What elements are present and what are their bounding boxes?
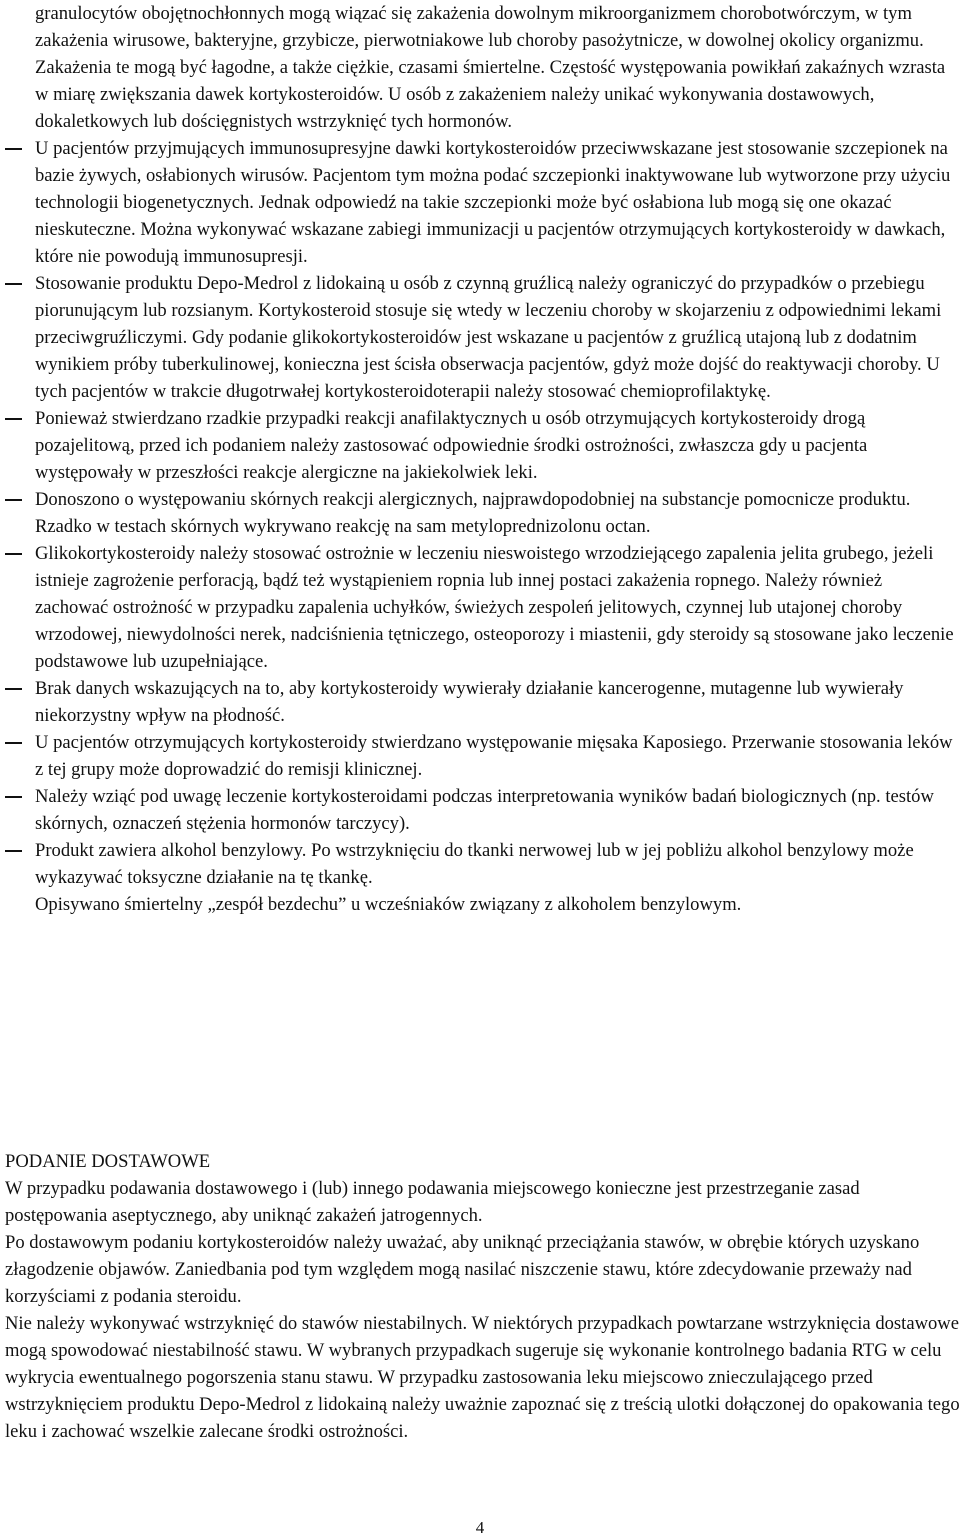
- page-number: 4: [475, 1518, 485, 1537]
- list-item-text: Glikokortykosteroidy należy stosować ostrożnie w leczeniu nieswoistego wrzodziejącego zapalenia jelita grubego, jeżeli istnieje zagrożenie perforacją, bądź też wystąpieniem ropnia lub innej postaci zakażenia ropnego. Należy również zachować ostrożność w przypadku zapalenia uchyłków, świeżych zespoleń jelitowych, czynnej lub utajonej choroby wrzodowej, niewydolności nerek, nadciśnienia tętniczego, osteoporozy i miastenii, gdy steroidy są stosowane jako leczenie podstawowe lub uzupełniające.: [35, 543, 954, 672]
- list-item-text: Opisywano śmiertelny „zespół bezdechu” u wcześniaków związany z alkoholem benzylowym.: [35, 894, 742, 915]
- list-item: [0, 837, 960, 891]
- list-item-text: U pacjentów przyjmujących immunosupresyjne dawki kortykosteroidów przeciwwskazane jest stosowanie szczepionek na bazie żywych, osłabionych wirusów. Pacjentom tym można podać szczepionki inaktywowane lub wytworzone przy użyciu technologii biogenetycznych. Jednak odpowiedź na takie szczepionki może być osłabiona lub mogą się one okazać nieskuteczne. Można wykonywać wskazane zabiegi immunizacji u pacjentów otrzymujących kortykosteroidy w dawkach, które nie powodują immunosupresji.: [35, 138, 951, 267]
- list-item-text: Brak danych wskazujących na to, aby kortykosteroidy wywierały działanie kancerogenne, mutagenne lub wywierały niekorzystny wpływ na płodność.: [35, 678, 904, 726]
- list-item: [0, 891, 960, 918]
- list-item: [0, 486, 960, 540]
- list-item: [0, 0, 960, 135]
- section-paragraph: Nie należy wykonywać wstrzyknięć do stawów niestabilnych. W niektórych przypadkach powtarzane wstrzyknięcia dostawowe mogą spowodować niestabilność stawu. W wybranych przypadkach sugeruje się wykonanie kontrolnego badania RTG w celu wykrycia ewentualnego pogorszenia stanu stawu. W przypadku zastosowania leku miejscowo znieczulającego przed wstrzyknięciem produktu Depo-Medrol z lidokainą należy uważnie zapoznać się z treścią ulotki dołączonej do opakowania tego leku i zachować wszelkie zalecane środki ostrożności.: [5, 1313, 960, 1442]
- list-item: [0, 729, 960, 783]
- list-item: [0, 270, 960, 405]
- list-item: [0, 540, 960, 675]
- list-item-text: Donoszono o występowaniu skórnych reakcji alergicznych, najprawdopodobniej na substancje pomocnicze produktu. Rzadko w testach skórnych wykrywano reakcję na sam metyloprednizolonu octan.: [35, 489, 911, 537]
- list-item-text: granulocytów obojętnochłonnych mogą wiązać się zakażenia dowolnym mikroorganizmem chorobotwórczym, w tym zakażenia wirusowe, bakteryjne, grzybicze, pierwotniakowe lub choroby pasożytnicze, w dowolnej okolicy organizmu. Zakażenia te mogą być łagodne, a także ciężkie, czasami śmiertelne. Częstość występowania powikłań zakaźnych wzrasta w miarę zwiększania dawek kortykosteroidów. U osób z zakażeniem należy unikać wykonywania dostawowych, dokaletkowych lub dościęgnistych wstrzyknięć tych hormonów.: [35, 3, 946, 132]
- section-paragraph: W przypadku podawania dostawowego i (lub) innego podawania miejscowego konieczne jest przestrzeganie zasad postępowania aseptycznego, aby uniknąć zakażeń jatrogennych.: [5, 1178, 860, 1226]
- dash-bullet-icon: [5, 499, 22, 501]
- list-item: [0, 405, 960, 486]
- dash-bullet-icon: [5, 796, 22, 798]
- dash-bullet-icon: [5, 283, 22, 285]
- section-heading: PODANIE DOSTAWOWE: [5, 1151, 211, 1172]
- list-item-text: Należy wziąć pod uwagę leczenie kortykosteroidami podczas interpretowania wyników badań biologicznych (np. testów skórnych, oznaczeń stężenia hormonów tarczycy).: [35, 786, 934, 834]
- intra-articular-section: [0, 1148, 960, 1445]
- dash-bullet-icon: [5, 688, 22, 690]
- section-paragraph: Po dostawowym podaniu kortykosteroidów należy uważać, aby uniknąć przeciążania stawów, w obrębie których uzyskano złagodzenie objawów. Zaniedbania pod tym względem mogą nasilać niszczenie stawu, które zdecydowanie przeważy nad korzyściami z podania steroidu.: [5, 1232, 920, 1307]
- list-item: [0, 783, 960, 837]
- list-item-text: U pacjentów otrzymujących kortykosteroidy stwierdzano występowanie mięsaka Kaposiego. Przerwanie stosowania leków z tej grupy może doprowadzić do remisji klinicznej.: [35, 732, 953, 780]
- dash-bullet-icon: [5, 148, 22, 150]
- dash-bullet-icon: [5, 850, 22, 852]
- list-item-text: Stosowanie produktu Depo-Medrol z lidokainą u osób z czynną gruźlicą należy ograniczyć do przypadków o przebiegu piorunującym lub rozsianym. Kortykosteroid stosuje się wtedy w leczeniu choroby w skojarzeniu z odpowiednimi lekami przeciwgruźliczymi. Gdy podanie glikokortykosteroidów jest wskazane u pacjentów z gruźlicą utajoną lub z dodatnim wynikiem próby tuberkulinowej, konieczna jest ścisła obserwacja pacjentów, gdyż może dojść do reaktywacji choroby. U tych pacjentów w trakcie długotrwałej kortykosteroidoterapii należy stosować chemioprofilaktykę.: [35, 273, 942, 402]
- dash-bullet-icon: [5, 742, 22, 744]
- list-item-text: Produkt zawiera alkohol benzylowy. Po wstrzyknięciu do tkanki nerwowej lub w jej pobliżu alkohol benzylowy może wykazywać toksyczne działanie na tę tkankę.: [35, 840, 914, 888]
- list-item: [0, 675, 960, 729]
- list-item: [0, 135, 960, 270]
- dash-bullet-icon: [5, 418, 22, 420]
- dash-bullet-icon: [5, 553, 22, 555]
- list-item-text: Ponieważ stwierdzano rzadkie przypadki reakcji anafilaktycznych u osób otrzymujących kortykosteroidy drogą pozajelitową, przed ich podaniem należy zastosować odpowiednie środki ostrożności, zwłaszcza gdy u pacjenta występowały w przeszłości reakcje alergiczne na jakiekolwiek leki.: [35, 408, 868, 483]
